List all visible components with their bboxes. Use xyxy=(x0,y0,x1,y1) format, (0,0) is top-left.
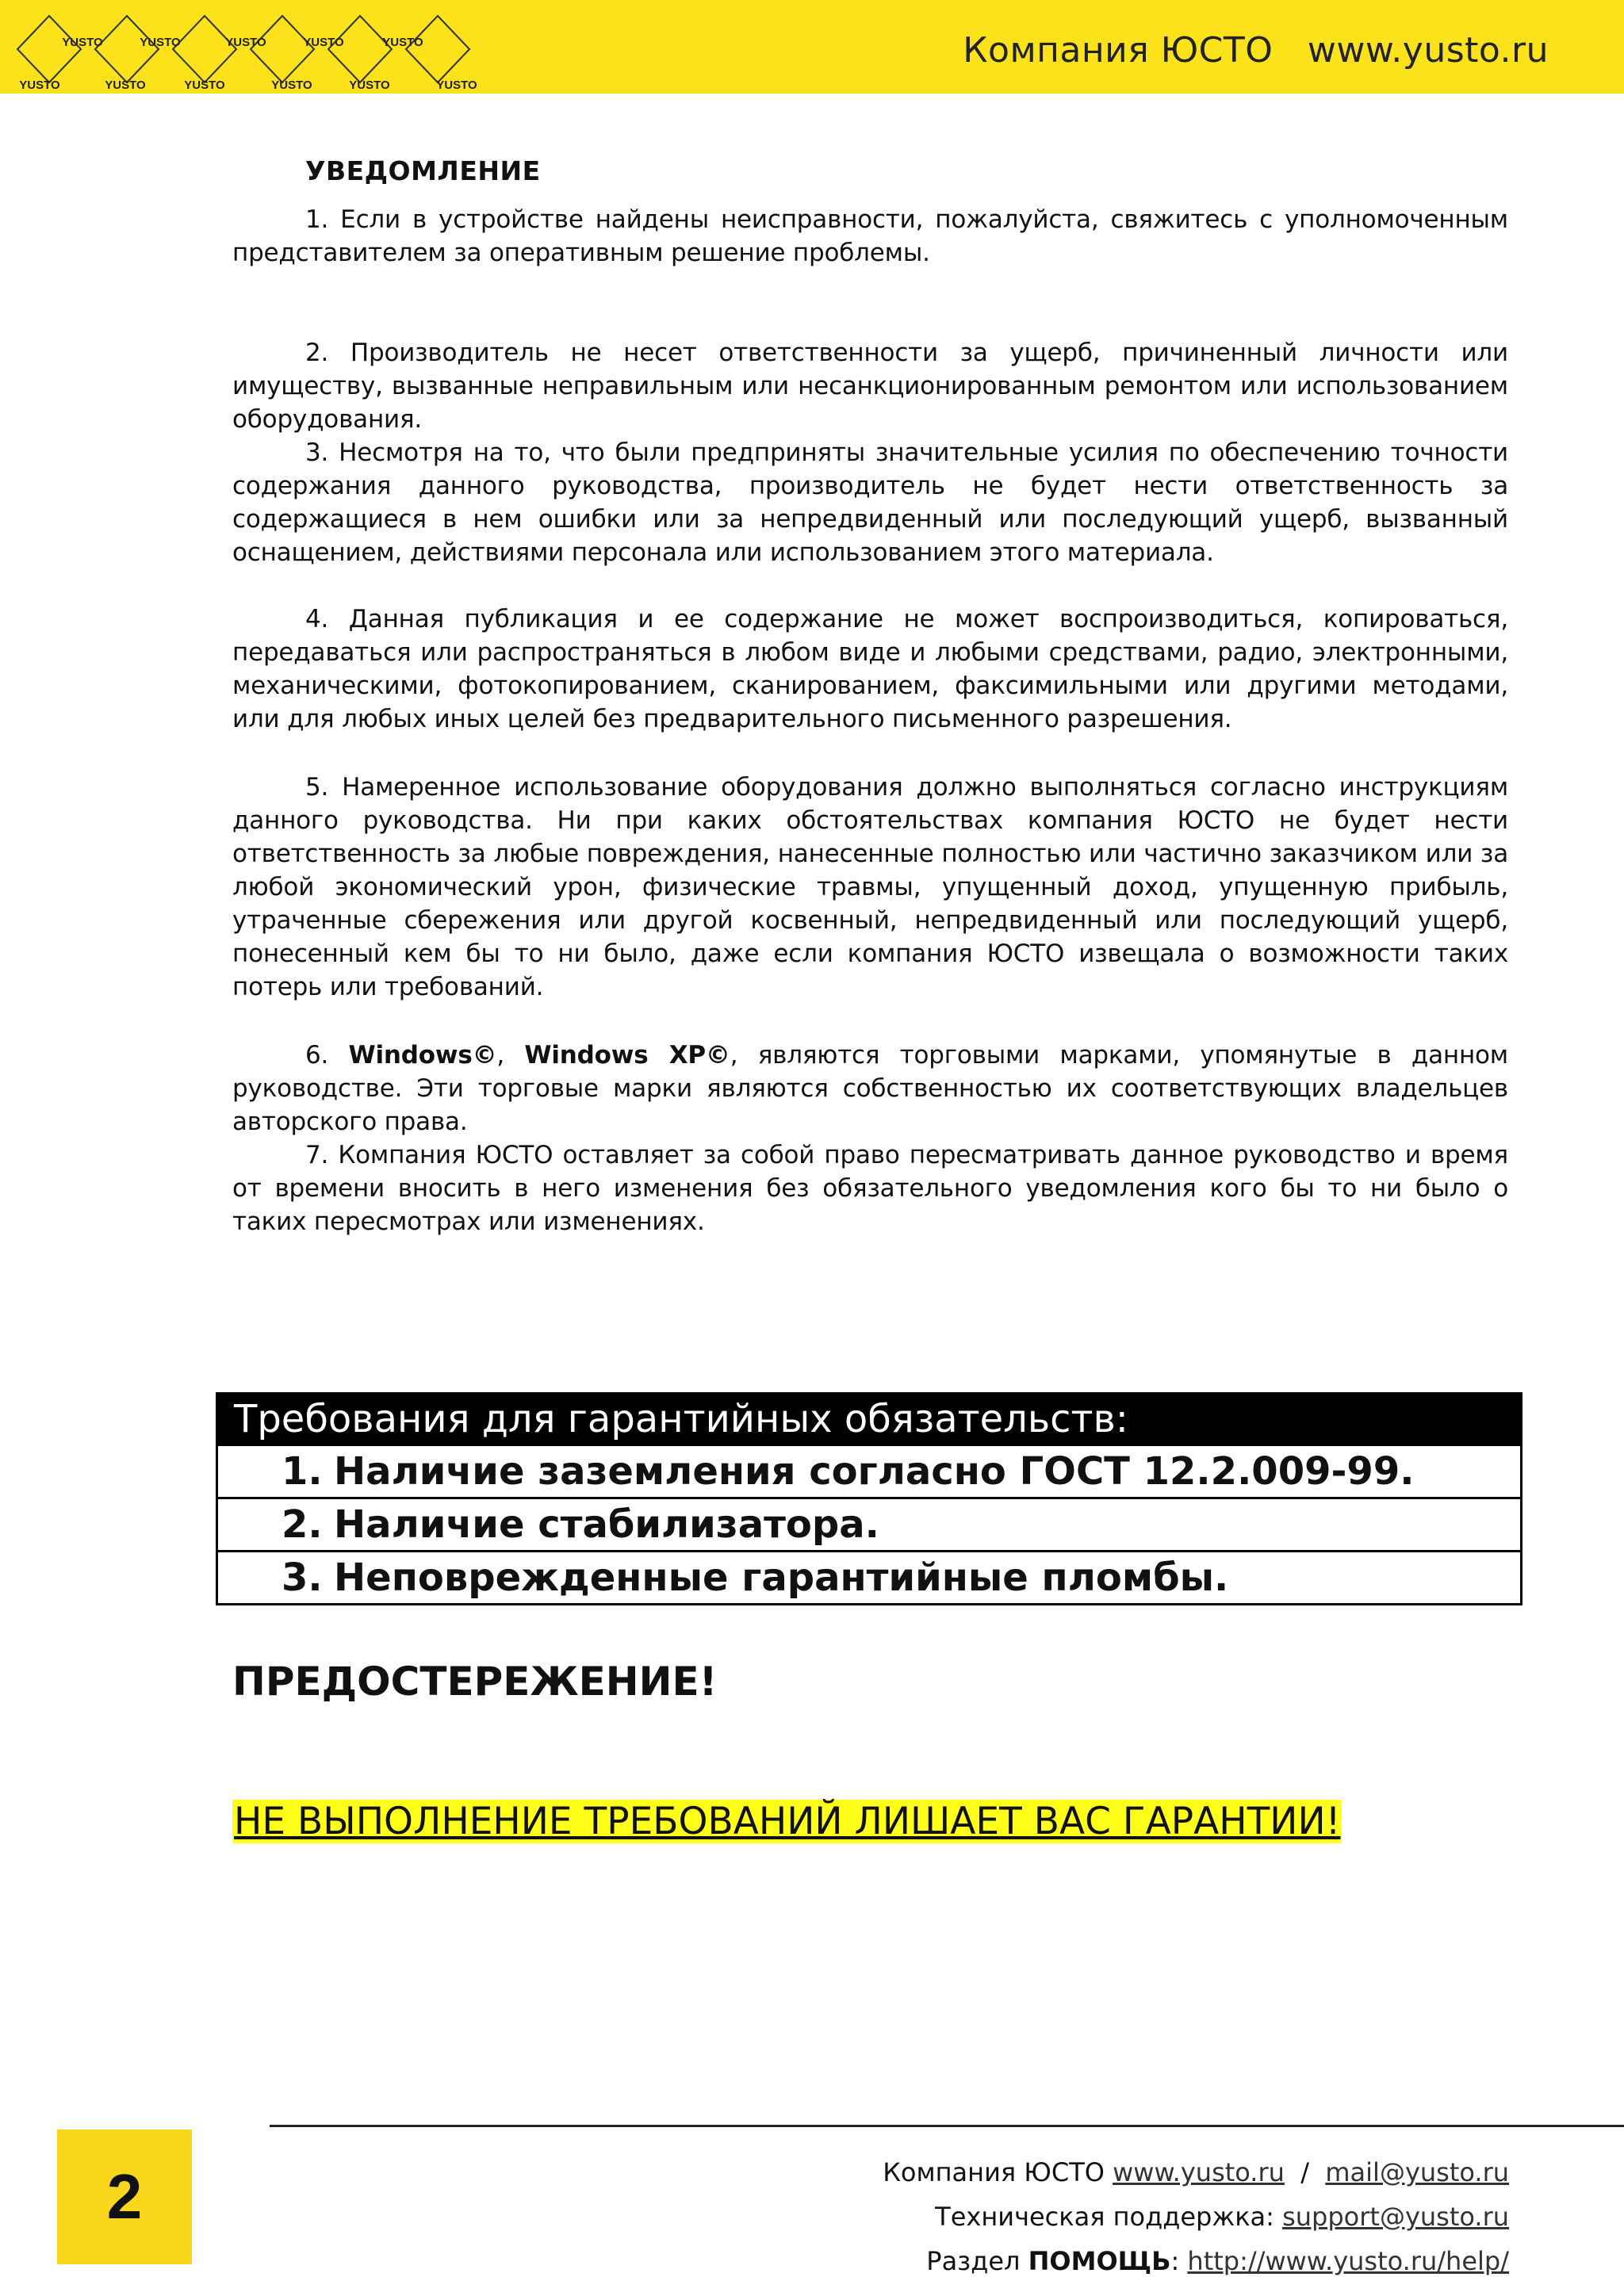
svg-text:YUSTO: YUSTO xyxy=(225,36,266,49)
page-header xyxy=(0,0,1624,94)
svg-text:YUSTO: YUSTO xyxy=(271,78,312,92)
svg-text:YUSTO: YUSTO xyxy=(303,36,344,49)
notice-heading: УВЕДОМЛЕНИЕ xyxy=(305,155,541,186)
notice-paragraph-1: 1. Если в устройстве найдены неисправности, пожалуйста, свяжитесь с уполномоченным представителем за оперативным решение проблемы. xyxy=(232,205,1508,267)
header-title: Компания ЮСТО www.yusto.ru xyxy=(963,30,1549,71)
notice-paragraph-4: 4. Данная публикация и ее содержание не может воспроизводиться, копироваться, передаваться или распространяться в любом виде и любыми средствами, радио, электронными, механическими, фотокопированием, сканированием, факсимильными или другими методами, или для любых иных целей без предварительного письменного разрешения. xyxy=(232,605,1508,733)
warranty-item: 2. Наличие стабилизатора. xyxy=(218,1497,1520,1550)
page-number: 2 xyxy=(57,2130,192,2264)
svg-text:YUSTO: YUSTO xyxy=(105,78,146,92)
warranty-table-heading: Требования для гарантийных обязательств: xyxy=(218,1395,1520,1444)
svg-text:YUSTO: YUSTO xyxy=(140,36,181,49)
svg-text:YUSTO: YUSTO xyxy=(184,78,225,92)
footer-contacts xyxy=(883,2150,1509,2283)
notice-paragraph-2: 2. Производитель не несет ответственности за ущерб, причиненный личности или имуществу, вызванные неправильным или несанкционированным ремонтом или использованием оборудования. xyxy=(232,339,1508,434)
svg-text:YUSTO: YUSTO xyxy=(382,36,423,49)
svg-text:YUSTO: YUSTO xyxy=(62,36,103,49)
footer-company-line: Компания ЮСТО www.yusto.ru / mail@yusto.ru xyxy=(883,2157,1509,2187)
footer-help-line: Раздел ПОМОЩЬ: http://www.yusto.ru/help/ xyxy=(926,2246,1509,2276)
svg-text:YUSTO: YUSTO xyxy=(349,78,390,92)
footer-support-line: Техническая поддержка: support@yusto.ru xyxy=(935,2202,1509,2232)
notice-paragraph-5: 5. Намеренное использование оборудования должно выполняться согласно инструкциям данного руководства. Ни при каких обстоятельствах компания ЮСТО не будет нести ответственность за любые повреждения, нанесенные полностью или частично заказчиком или за любой экономический урон, физические травмы, упущенный доход, упущенную прибыль, утраченные сбережения или другой косвенный, непредвиденный или последующий ущерб, понесенный кем бы то ни было, даже если компания ЮСТО извещала о возможности таких потерь или требований. xyxy=(232,773,1508,1001)
mail-link[interactable]: mail@yusto.ru xyxy=(1325,2157,1509,2187)
svg-text:YUSTO: YUSTO xyxy=(436,78,477,92)
footer-divider xyxy=(270,2125,1624,2127)
windows-trademark: Windows© xyxy=(348,1041,497,1070)
windows-xp-trademark: Windows XP© xyxy=(524,1041,730,1070)
support-email-link[interactable]: support@yusto.ru xyxy=(1282,2202,1509,2232)
site-link[interactable]: www.yusto.ru xyxy=(1113,2157,1285,2187)
caution-heading: ПРЕДОСТЕРЕЖЕНИЕ! xyxy=(232,1659,718,1705)
yusto-logo-pattern xyxy=(0,0,508,94)
notice-paragraph-3: 3. Несмотря на то, что были предприняты значительные усилия по обеспечению точности содержания данного руководства, производитель не будет нести ответственность за содержащиеся в нем ошибки или за непредвиденный или последующий ущерб, вызванный оснащением, действиями персонала или использованием этого материала. xyxy=(232,438,1508,567)
warranty-void-warning: НЕ ВЫПОЛНЕНИЕ ТРЕБОВАНИЙ ЛИШАЕТ ВАС ГАРАНТИИ! xyxy=(234,1800,1341,1843)
help-link[interactable]: http://www.yusto.ru/help/ xyxy=(1187,2246,1509,2276)
notice-paragraph-6: 6. Windows©, Windows XP©, являются торговыми марками, упомянутые в данном руководстве. Эти торговые марки являются собственностью их соответствующих владельцев авторского права. xyxy=(232,1041,1508,1136)
warranty-requirements-table xyxy=(216,1392,1522,1605)
warranty-item: 1. Наличие заземления согласно ГОСТ 12.2.009-99. xyxy=(218,1444,1520,1497)
svg-text:YUSTO: YUSTO xyxy=(19,78,60,92)
notice-paragraph-7: 7. Компания ЮСТО оставляет за собой право пересматривать данное руководство и время от времени вносить в него изменения без обязательного уведомления кого бы то ни было о таких пересмотрах или изменениях. xyxy=(232,1141,1508,1236)
warranty-item: 3. Неповрежденные гарантийные пломбы. xyxy=(218,1550,1520,1603)
